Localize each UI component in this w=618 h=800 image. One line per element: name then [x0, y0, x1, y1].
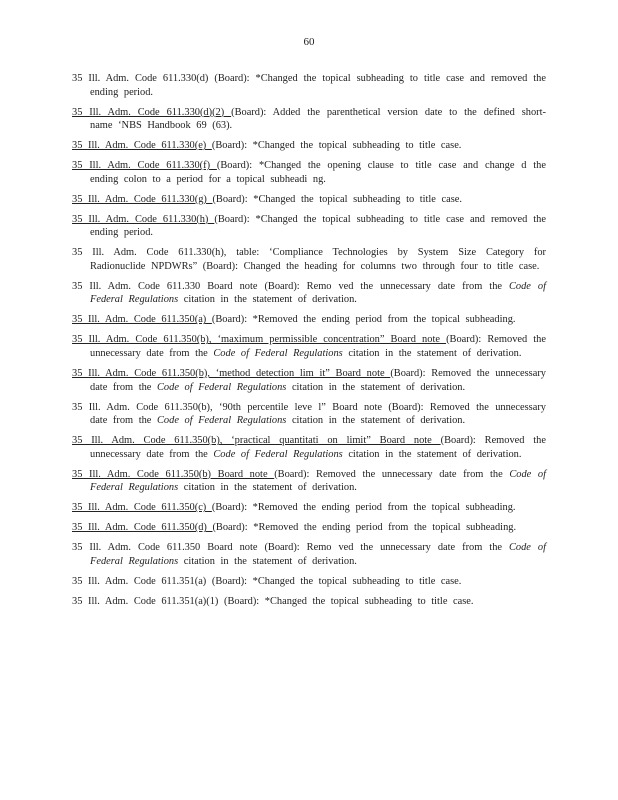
italic-cfr-title: Code of Federal Regulations [157, 415, 287, 427]
underlined-citation: 35 Ill. Adm. Code 611.350(b), ‘method detection lim it” Board note [72, 368, 391, 379]
italic-cfr-title: Code of Federal Regulations [157, 381, 287, 393]
underlined-citation: 35 Ill. Adm. Code 611.330(h) [72, 213, 215, 225]
entry-text: (Board): Added the parenthetical version date to the defined short-name ‘NBS Handbook 69 (63). [90, 106, 546, 132]
entry-text: 35 Ill. Adm. Code 611.351(a)(1) (Board): *Changed the topical subheading to title case. [72, 595, 474, 607]
entry-text: 35 Ill. Adm. Code 611.330 Board note (Board): Remo ved the unnecessary date from the [72, 280, 509, 292]
errata-entry [72, 468, 546, 495]
errata-entry [72, 193, 546, 207]
entry-text: 35 Ill. Adm. Code 611.351(a) (Board): *Changed the topical subheading to title case. [72, 575, 462, 587]
errata-entry [72, 106, 546, 133]
entry-text: citation in the statement of derivation. [286, 381, 466, 393]
italic-cfr-title: Code of Federal Regulations [213, 448, 343, 460]
italic-cfr-title: Code of Federal Regulations [213, 348, 343, 360]
errata-entry [72, 213, 546, 240]
entry-text: (Board): *Removed the ending period from the topical subheading. [211, 502, 516, 514]
errata-entry [72, 139, 546, 153]
errata-entry [72, 521, 546, 535]
errata-entry-list [72, 72, 546, 615]
entry-text: (Board): *Changed the topical subheading to title case. [211, 140, 462, 152]
errata-entry [72, 159, 546, 186]
errata-entry [72, 280, 546, 307]
entry-text: citation in the statement of derivation. [342, 348, 522, 360]
entry-text: (Board): Removed the unnecessary date from the [90, 334, 546, 360]
entry-text: citation in the statement of derivation. [178, 555, 357, 567]
entry-text: (Board): *Removed the ending period from the topical subheading. [212, 522, 517, 534]
errata-entry [72, 72, 546, 99]
errata-entry [72, 333, 546, 360]
underlined-citation: 35 Ill. Adm. Code 611.350(b), ‘maximum permissible concentration” Board note [72, 334, 447, 346]
entry-text: 35 Ill. Adm. Code 611.330(d) (Board): *Changed the topical subheading to title case and removed the ending period. [72, 73, 546, 98]
underlined-citation: 35 Ill. Adm. Code 611.350(c) [72, 502, 212, 514]
errata-entry [72, 501, 546, 515]
entry-text: (Board): *Changed the topical subheading to title case and removed the ending period. [90, 213, 546, 239]
underlined-citation: 35 Ill. Adm. Code 611.330(d)(2) [72, 106, 232, 118]
entry-text: 35 Ill. Adm. Code 611.350(b), ‘90th percentile leve l” Board note (Board): Removed the unnecessary date from the [72, 401, 546, 427]
underlined-citation: 35 Ill. Adm. Code 611.330(f) [72, 160, 217, 172]
italic-cfr-title: Code of Federal Regulations [90, 280, 546, 306]
errata-entry [72, 313, 546, 327]
errata-entry [72, 541, 546, 568]
errata-entry [72, 367, 546, 394]
entry-text: (Board): *Changed the topical subheading to title case. [212, 193, 462, 205]
entry-text: (Board): Removed the unnecessary date from the [90, 435, 546, 460]
underlined-citation: 35 Ill. Adm. Code 611.350(b), ‘practical quantitati on limit” Board note [72, 435, 441, 447]
italic-cfr-title: Code of Federal Regulations [90, 468, 546, 494]
errata-entry [72, 434, 546, 461]
underlined-citation: 35 Ill. Adm. Code 611.350(b) Board note [72, 468, 275, 480]
underlined-citation: 35 Ill. Adm. Code 611.330(e) [72, 140, 212, 152]
entry-text: (Board): Removed the unnecessary date from the [90, 368, 546, 393]
entry-text: 35 Ill. Adm. Code 611.330(h), table: ‘Compliance Technologies by System Size Category for Radionuclide NPDWRs” (Board): Changed the heading for columns two through four to title case. [72, 247, 546, 272]
errata-entry [72, 595, 546, 609]
page-number: 60 [303, 36, 315, 48]
underlined-citation: 35 Ill. Adm. Code 611.350(d) [72, 522, 213, 534]
underlined-citation: 35 Ill. Adm. Code 611.330(g) [72, 193, 213, 205]
italic-cfr-title: Code of Federal Regulations [90, 542, 546, 567]
entry-text: (Board): *Changed the opening clause to title case and change d the ending colon to a period for a topical subheadi ng. [90, 160, 546, 185]
errata-entry [72, 246, 546, 273]
entry-text: (Board): *Removed the ending period from the topical subheading. [211, 314, 516, 326]
entry-text: citation in the statement of derivation. [178, 294, 357, 306]
entry-text: citation in the statement of derivation. [286, 415, 466, 427]
errata-entry [72, 401, 546, 428]
entry-text: (Board): Removed the unnecessary date from the [274, 468, 510, 480]
entry-text: 35 Ill. Adm. Code 611.350 Board note (Board): Remo ved the unnecessary date from the [72, 542, 509, 554]
errata-entry [72, 575, 546, 589]
entry-text: citation in the statement of derivation. [178, 482, 357, 494]
underlined-citation: 35 Ill. Adm. Code 611.350(a) [72, 314, 212, 326]
entry-text: citation in the statement of derivation. [342, 448, 522, 460]
